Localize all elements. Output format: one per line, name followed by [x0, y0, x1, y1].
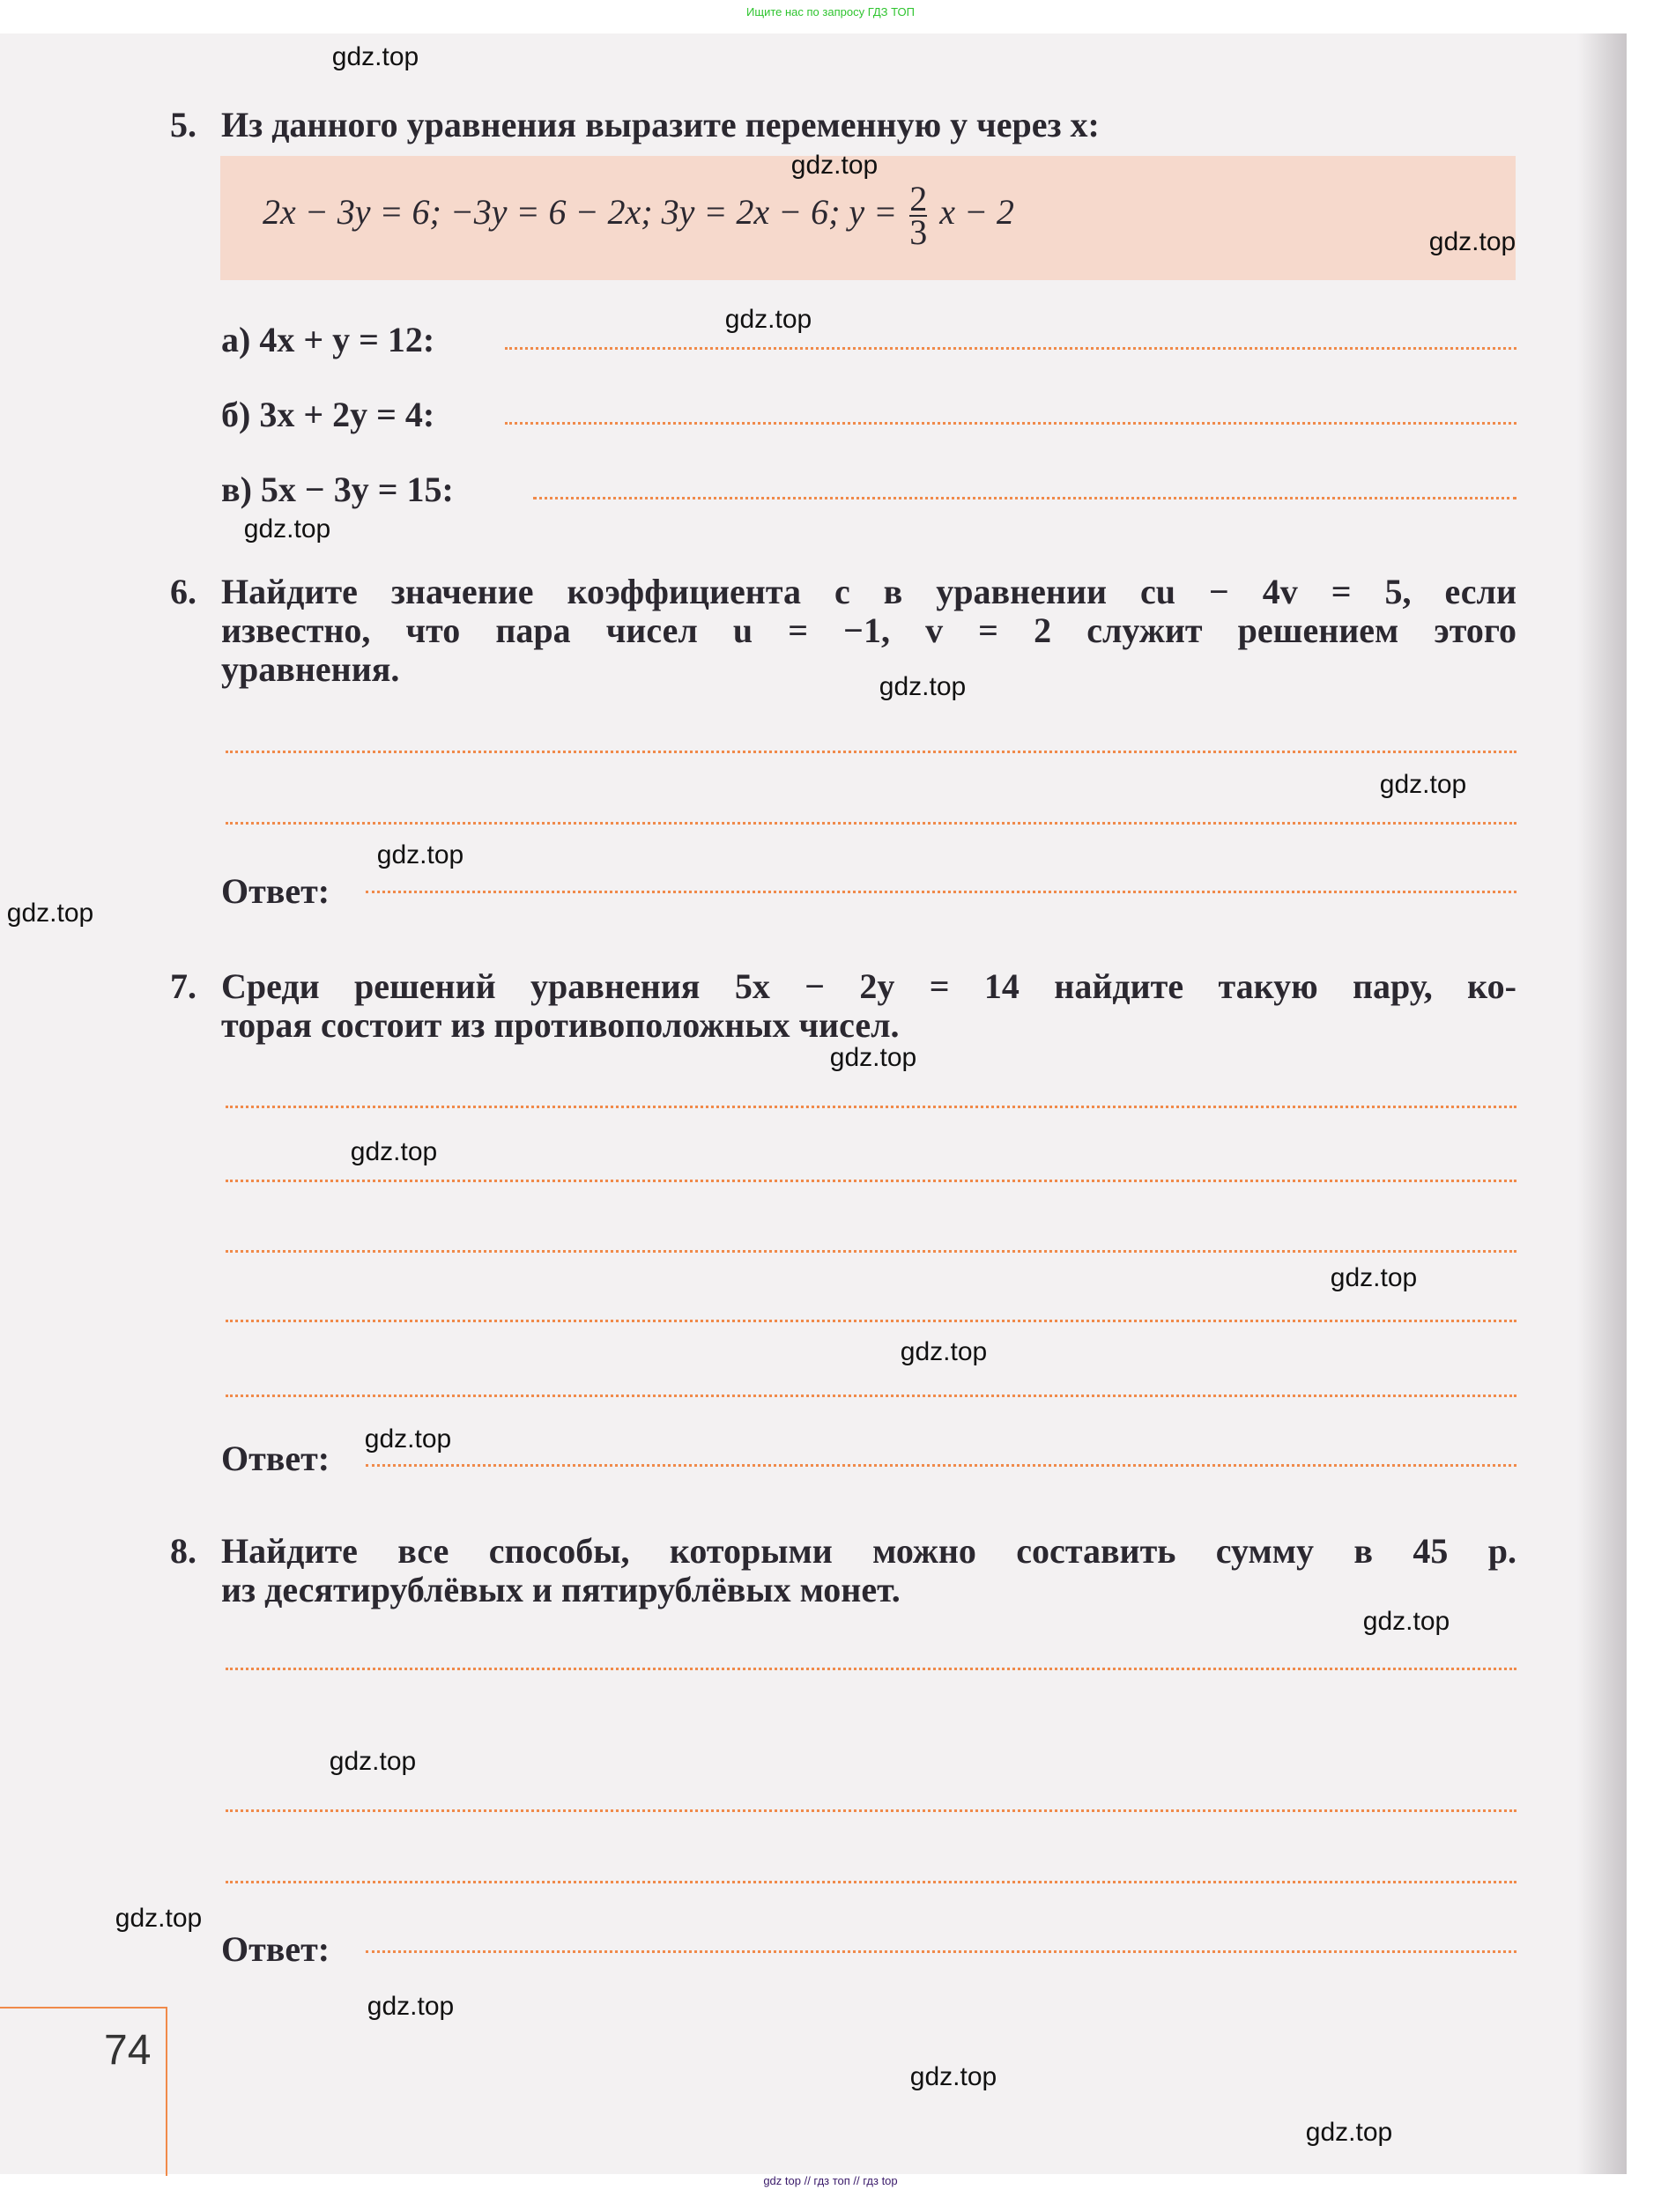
watermark: gdz.top	[367, 1992, 455, 2021]
task7-line: торая состоит из противоположных чисел.	[221, 1005, 900, 1045]
task5-item-b: б) 3x + 2y = 4:	[221, 395, 435, 434]
page-number: 74	[104, 2027, 152, 2074]
task8-line: из десятирублёвых и пятирублёвых монет.	[221, 1570, 901, 1609]
answer-line[interactable]	[226, 822, 1516, 825]
fraction	[909, 179, 928, 252]
task7-line: Среди решений уравнения 5x − 2y = 14 найдите такую пару, ко-	[221, 966, 1516, 1006]
answer-line[interactable]	[226, 1809, 1516, 1812]
answer-line[interactable]	[226, 1250, 1516, 1253]
task5-item-a: а) 4x + y = 12:	[221, 320, 435, 359]
answer-line[interactable]	[226, 1881, 1516, 1883]
answer-label: Ответ:	[221, 1929, 330, 1969]
task8-line: Найдите все способы, которыми можно составить сумму в 45 р.	[221, 1531, 1516, 1571]
watermark: gdz.top	[879, 672, 967, 701]
task6-number: 6.	[170, 572, 197, 611]
task5-number: 5.	[170, 105, 197, 144]
watermark: gdz.top	[1362, 1607, 1450, 1636]
answer-line[interactable]	[533, 497, 1516, 499]
answer-line[interactable]	[366, 891, 1516, 893]
answer-line[interactable]	[505, 347, 1516, 350]
example-tail: x − 2	[939, 192, 1014, 233]
answer-line[interactable]	[226, 1180, 1516, 1182]
watermark: gdz.top	[790, 151, 879, 180]
answer-line[interactable]	[226, 1320, 1516, 1322]
task6-line: Найдите значение коэффициента c в уравнении cu − 4v = 5, если	[221, 572, 1516, 611]
task7-number: 7.	[170, 966, 197, 1006]
example-formula	[263, 179, 1014, 252]
answer-line[interactable]	[366, 1464, 1516, 1467]
answer-label: Ответ:	[221, 871, 330, 911]
answer-line[interactable]	[366, 1950, 1516, 1953]
watermark: gdz.top	[115, 1904, 203, 1933]
task6-line: известно, что пара чисел u = −1, v = 2 служит решением этого	[221, 610, 1516, 650]
watermark: gdz.top	[364, 1424, 452, 1454]
watermark: gdz.top	[350, 1137, 438, 1166]
watermark: gdz.top	[724, 305, 812, 334]
watermark: gdz.top	[243, 514, 331, 544]
watermark: gdz.top	[1330, 1263, 1418, 1292]
example-main: 2x − 3y = 6; −3y = 6 − 2x; 3y = 2x − 6; y =	[263, 192, 898, 233]
watermark: gdz.top	[909, 2062, 997, 2091]
page-edge-shadow	[1577, 33, 1627, 2174]
watermark: gdz.top	[829, 1043, 917, 1072]
answer-label: Ответ:	[221, 1439, 330, 1478]
answer-line[interactable]	[226, 751, 1516, 753]
footer-note[interactable]: gdz top // гдз топ // гдз top	[763, 2174, 898, 2187]
task5-item-c: в) 5x − 3y = 15:	[221, 470, 454, 509]
watermark: gdz.top	[376, 840, 464, 869]
task8-number: 8.	[170, 1531, 197, 1571]
task6-line: уравнения.	[221, 649, 400, 689]
answer-line[interactable]	[226, 1106, 1516, 1108]
watermark: gdz.top	[1428, 227, 1516, 256]
watermark: gdz.top	[6, 899, 94, 928]
answer-line[interactable]	[226, 1668, 1516, 1670]
watermark: gdz.top	[900, 1337, 988, 1366]
header-note[interactable]: Ищите нас по запросу ГДЗ ТОП	[746, 5, 915, 18]
answer-line[interactable]	[226, 1395, 1516, 1397]
frac-num: 2	[909, 179, 928, 218]
watermark: gdz.top	[331, 42, 419, 71]
watermark: gdz.top	[329, 1747, 417, 1776]
watermark: gdz.top	[1305, 2118, 1393, 2147]
answer-line[interactable]	[505, 422, 1516, 425]
watermark: gdz.top	[1379, 770, 1467, 799]
frac-den: 3	[909, 212, 928, 252]
task5-text: Из данного уравнения выразите переменную y через x:	[221, 105, 1100, 144]
